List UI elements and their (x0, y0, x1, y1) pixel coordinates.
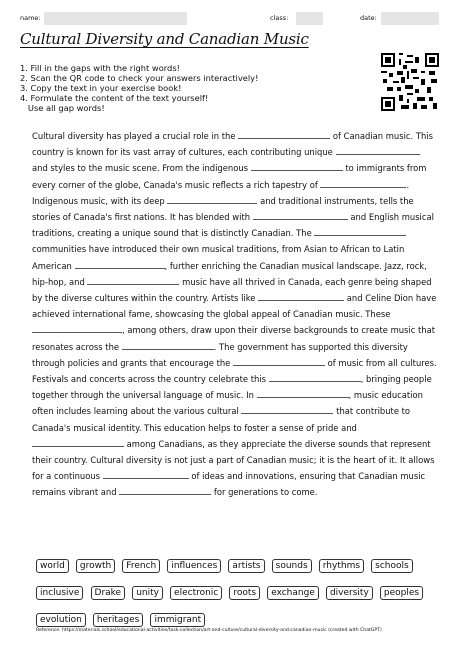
gap-18[interactable] (103, 469, 189, 479)
instruction-2: 2. Scan the QR code to check your answers interactively! (20, 73, 259, 83)
word-chip[interactable]: world (36, 559, 69, 573)
gap-19[interactable] (119, 485, 211, 495)
word-chip[interactable]: electronic (170, 586, 222, 600)
gap-13[interactable] (233, 356, 325, 366)
word-chip[interactable]: rhythms (319, 559, 364, 573)
gap-14[interactable] (269, 372, 361, 382)
word-chip[interactable]: diversity (326, 586, 373, 600)
page-title: Cultural Diversity and Canadian Music (20, 30, 309, 48)
text-segment: and English musical traditions, creating a unique sound that is distinctly Canadian. The (32, 212, 434, 239)
gap-2[interactable] (336, 145, 420, 155)
word-chip[interactable]: sounds (272, 559, 312, 573)
gap-4[interactable] (320, 178, 406, 188)
text-segment: and traditional instruments, tells the stories of Canada's first nations. It has blended with (32, 195, 414, 223)
date-field[interactable] (381, 12, 439, 25)
name-label: name: (20, 14, 41, 22)
name-field[interactable] (44, 12, 187, 25)
qr-code-icon[interactable] (381, 53, 439, 111)
word-chip[interactable]: inclusive (36, 586, 83, 600)
text-segment: , among others, draw upon their diverse backgrounds to create music that resonates across the (32, 325, 436, 352)
class-label: class: (270, 14, 289, 22)
gap-5[interactable] (167, 194, 257, 204)
word-chip[interactable]: influences (167, 559, 221, 573)
word-chip[interactable]: Drake (91, 586, 126, 600)
word-chip[interactable]: unity (132, 586, 163, 600)
text-segment: , music education often includes learning about the various cultural (32, 390, 423, 417)
gap-9[interactable] (87, 275, 179, 285)
word-chip[interactable]: heritages (93, 613, 143, 627)
text-segment: of music from all cultures. Festivals and concerts across the country celebrate this (32, 357, 437, 385)
word-chip[interactable]: schools (371, 559, 413, 573)
gap-15[interactable] (257, 388, 349, 398)
text-segment: among Canadians, as they appreciate the diverse sounds that represent their country. Cultural diversity is not just a part of Canadian music; it is the heart of it. It allows for a continuous (32, 438, 435, 482)
instruction-1: 1. Fill in the gaps with the right words! (20, 63, 180, 73)
text-segment: of ideas and innovations, ensuring that Canadian music remains vibrant and (32, 471, 426, 498)
gap-text (32, 128, 437, 501)
gap-1[interactable] (238, 129, 330, 139)
text-segment: music have all thrived in Canada, each genre being shaped by the diverse cultures within the country. Artists like (32, 276, 432, 304)
gap-6[interactable] (253, 210, 348, 220)
text-segment: and styles to the music scene. From the indigenous (32, 163, 248, 174)
gap-17[interactable] (32, 437, 124, 447)
gap-3[interactable] (251, 161, 343, 171)
word-chip[interactable]: French (122, 559, 160, 573)
instruction-4: 4. Formulate the content of the text yourself! (20, 93, 209, 103)
text-segment: communities have introduced their own musical traditions, from Asian to African to Latin American (32, 244, 405, 271)
gap-10[interactable] (258, 291, 344, 301)
gap-8[interactable] (75, 259, 165, 269)
word-chip[interactable]: peoples (380, 586, 423, 600)
instruction-3: 3. Copy the text in your exercise book! (20, 83, 182, 93)
gap-7[interactable] (314, 226, 406, 236)
word-chip[interactable]: growth (76, 559, 115, 573)
text-segment: , further enriching the Canadian musical landscape. Jazz, rock, hip-hop, and (32, 260, 427, 287)
word-chip[interactable]: evolution (36, 613, 86, 627)
word-chip[interactable]: artists (228, 559, 264, 573)
reference-footer: Reference: https://materials.school/educational-activities/task-collection/art-and-culture/cultural-diversity-and-canadian-music (created with ChatGPT) (36, 628, 382, 633)
text-segment: , bringing people together through the universal language of music. In (32, 374, 432, 401)
text-segment: . Indigenous music, with its deep (32, 179, 410, 206)
text-segment: that contribute to Canada's musical identity. This education helps to foster a sense of pride and (32, 406, 411, 433)
class-field[interactable] (296, 12, 323, 25)
gap-12[interactable] (122, 340, 214, 350)
text-segment: and Celine Dion have achieved international fame, showcasing the global appeal of Canadian music. These (32, 293, 437, 320)
gap-16[interactable] (241, 404, 333, 414)
gap-11[interactable] (32, 323, 122, 333)
text-segment: for generations to come. (213, 487, 318, 498)
instruction-5: Use all gap words! (20, 103, 105, 113)
header-bar (0, 12, 460, 26)
word-chip[interactable]: exchange (267, 586, 319, 600)
text-segment: . The government has supported this diversity through policies and grants that encourage the (32, 341, 408, 368)
text-segment: of Canadian music. This country is known for its vast array of cultures, each contributing unique (32, 131, 433, 158)
word-chip[interactable]: immigrant (150, 613, 205, 627)
text-segment: Cultural diversity has played a crucial role in the (32, 131, 236, 141)
instructions (20, 63, 360, 113)
word-bank (36, 553, 436, 634)
date-label: date: (360, 14, 377, 22)
text-segment: to immigrants from every corner of the globe, Canada's music reflects a rich tapestry of (32, 163, 427, 190)
word-chip[interactable]: roots (229, 586, 260, 600)
